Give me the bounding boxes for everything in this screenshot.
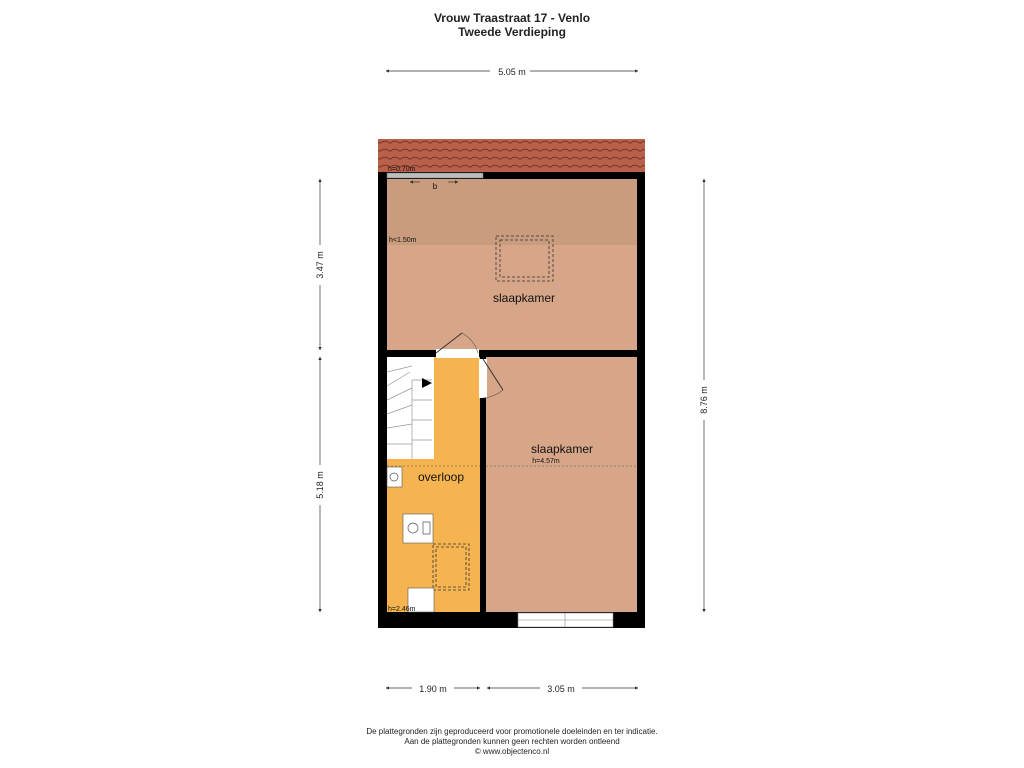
svg-text:5.18 m: 5.18 m (315, 471, 325, 499)
low-ceiling-zone (387, 179, 637, 245)
dim-bottom-right (487, 684, 638, 694)
disclaimer-line-2: Aan de plattegronden kunnen geen rechten worden ontleend (404, 737, 620, 746)
sink-icon (387, 467, 402, 487)
door-bottom-bedroom[interactable] (479, 359, 487, 398)
landing-label: overloop (417, 470, 465, 484)
svg-text:3.05 m: 3.05 m (547, 684, 575, 694)
plan-floor-title: Tweede Verdieping (458, 25, 566, 39)
door-top-bedroom[interactable] (436, 349, 479, 358)
dim-top-width (386, 67, 638, 77)
bedroom-bottom-floor (486, 357, 637, 612)
plan-address-title: Vrouw Traastraat 17 - Venlo (433, 11, 591, 25)
svg-text:5.05 m: 5.05 m (498, 67, 526, 77)
low-ceiling-height: h<1.50m (389, 237, 417, 244)
bedroom-bottom-height: h=4.57m (532, 458, 560, 465)
svg-text:1.90 m: 1.90 m (419, 684, 447, 694)
dim-left-upper (315, 179, 325, 350)
dim-left-lower (315, 357, 325, 612)
roof-tiles (378, 139, 645, 174)
knee-wall-height: h=0.70m (388, 166, 416, 173)
copyright-line: © www.objectenco.nl (474, 747, 550, 756)
bedroom-bottom-label: slaapkamer (530, 442, 594, 456)
svg-text:3.47 m: 3.47 m (315, 251, 325, 279)
dim-bottom-left (386, 684, 480, 694)
wall-horizontal (387, 350, 637, 357)
disclaimer-line-1: De plattegronden zijn geproduceerd voor promotionele doeleinden en ter indicatie. (366, 727, 658, 736)
landing-height: h=2.46m (388, 606, 416, 613)
dim-right-total (699, 179, 709, 612)
knee-wall-window (387, 173, 483, 178)
storage-marker: b (432, 182, 438, 191)
svg-text:8.76 m: 8.76 m (699, 386, 709, 414)
bedroom-top-label: slaapkamer (492, 291, 556, 305)
